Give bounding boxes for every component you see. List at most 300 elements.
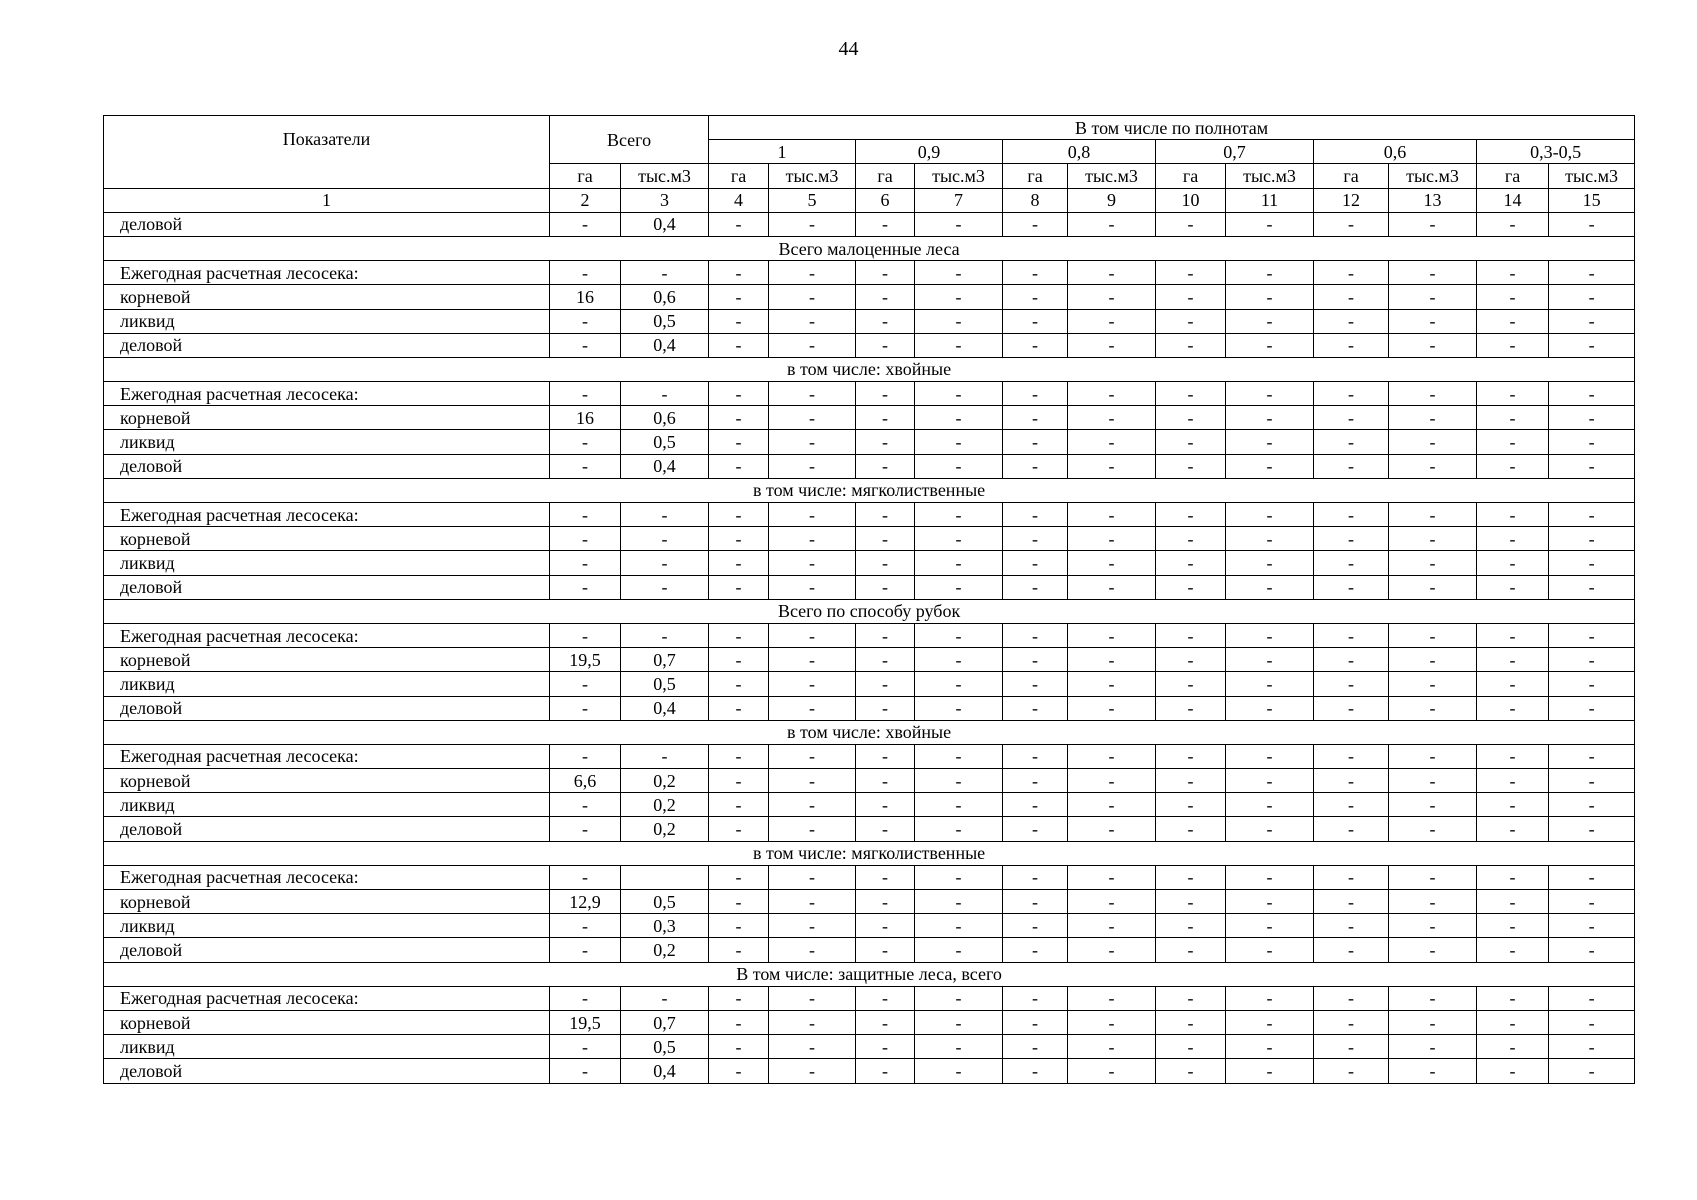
table-cell: - — [1389, 503, 1477, 527]
table-cell: - — [1156, 865, 1226, 889]
table-cell: - — [709, 938, 769, 962]
table-cell: 19,5 — [550, 1010, 621, 1034]
table-cell: - — [1477, 817, 1549, 841]
header-unit-vol: тыс.м3 — [1549, 164, 1635, 188]
table-cell: - — [1156, 914, 1226, 938]
table-cell: - — [856, 1010, 915, 1034]
table-cell: - — [1549, 1010, 1635, 1034]
table-cell: - — [856, 430, 915, 454]
row-label: Ежегодная расчетная лесосека: — [104, 382, 550, 406]
table-cell: - — [1226, 769, 1314, 793]
table-cell: - — [856, 938, 915, 962]
table-cell: - — [1003, 212, 1068, 236]
table-row — [104, 890, 1635, 914]
table-row — [104, 817, 1635, 841]
table-cell: - — [856, 406, 915, 430]
table-cell: - — [621, 744, 709, 768]
table-cell: - — [1389, 914, 1477, 938]
table-cell: - — [1549, 430, 1635, 454]
table-cell: - — [1314, 1035, 1389, 1059]
table-cell: - — [1156, 503, 1226, 527]
table-row — [104, 986, 1635, 1010]
table-cell: - — [915, 575, 1003, 599]
table-cell: - — [1389, 938, 1477, 962]
table-cell: - — [1003, 744, 1068, 768]
table-cell: - — [1549, 333, 1635, 357]
table-cell: - — [1226, 551, 1314, 575]
table-cell: - — [1068, 938, 1156, 962]
table-cell: - — [550, 817, 621, 841]
table-cell: - — [1477, 212, 1549, 236]
table-cell: - — [769, 623, 856, 647]
row-label: корневой — [104, 406, 550, 430]
table-cell: - — [1003, 696, 1068, 720]
table-cell: - — [1068, 648, 1156, 672]
table-row — [104, 527, 1635, 551]
table-cell: - — [915, 285, 1003, 309]
table-cell: - — [1068, 623, 1156, 647]
table-cell: - — [769, 382, 856, 406]
table-cell: - — [1314, 454, 1389, 478]
section-title: В том числе: защитные леса, всего — [104, 962, 1635, 986]
row-label: деловой — [104, 333, 550, 357]
table-cell: - — [1156, 938, 1226, 962]
table-cell: - — [856, 914, 915, 938]
table-cell: - — [915, 261, 1003, 285]
table-cell: - — [915, 551, 1003, 575]
table-cell: - — [1389, 744, 1477, 768]
table-cell: - — [709, 817, 769, 841]
table-cell: - — [1156, 430, 1226, 454]
row-label: Ежегодная расчетная лесосека: — [104, 623, 550, 647]
header-unit-vol: тыс.м3 — [1068, 164, 1156, 188]
table-row — [104, 430, 1635, 454]
table-cell: 0,2 — [621, 938, 709, 962]
section-title: в том числе: мягколиственные — [104, 478, 1635, 502]
table-row — [104, 623, 1635, 647]
table-cell: - — [1156, 333, 1226, 357]
table-cell: - — [1314, 890, 1389, 914]
table-cell: - — [709, 672, 769, 696]
table-cell: - — [1549, 261, 1635, 285]
table-cell: - — [856, 575, 915, 599]
table-cell: - — [709, 1010, 769, 1034]
table-cell: - — [1226, 793, 1314, 817]
table-cell: - — [769, 333, 856, 357]
table-cell: - — [1389, 623, 1477, 647]
table-cell: - — [709, 261, 769, 285]
table-cell: - — [1003, 623, 1068, 647]
section-row — [104, 236, 1635, 260]
table-cell: - — [1068, 454, 1156, 478]
table-cell: 0,6 — [621, 406, 709, 430]
table-cell: - — [1314, 817, 1389, 841]
row-label: Ежегодная расчетная лесосека: — [104, 865, 550, 889]
row-label: ликвид — [104, 672, 550, 696]
header-density: 0,6 — [1314, 140, 1477, 164]
table-row — [104, 309, 1635, 333]
header-unit-ha: га — [550, 164, 621, 188]
table-cell: - — [1314, 212, 1389, 236]
table-cell: - — [621, 551, 709, 575]
table-cell: - — [1549, 914, 1635, 938]
section-row — [104, 478, 1635, 502]
table-cell: - — [1003, 261, 1068, 285]
table-cell: - — [709, 406, 769, 430]
table-cell: - — [1156, 672, 1226, 696]
table-cell: - — [915, 212, 1003, 236]
table-cell: - — [1389, 672, 1477, 696]
table-cell: - — [1068, 986, 1156, 1010]
table-cell: - — [1068, 551, 1156, 575]
table-cell: - — [550, 744, 621, 768]
table-cell: - — [1068, 890, 1156, 914]
header-unit-ha: га — [1003, 164, 1068, 188]
table-cell: - — [1003, 527, 1068, 551]
table-cell: - — [769, 986, 856, 1010]
column-number: 7 — [915, 188, 1003, 212]
table-cell: - — [915, 406, 1003, 430]
table-row — [104, 696, 1635, 720]
table-cell: 0,7 — [621, 648, 709, 672]
header-total: Всего — [550, 116, 709, 164]
table-cell: - — [1314, 575, 1389, 599]
row-label: ликвид — [104, 914, 550, 938]
table-cell: - — [769, 1059, 856, 1083]
section-row — [104, 962, 1635, 986]
table-cell: - — [1477, 623, 1549, 647]
table-cell: - — [1477, 1010, 1549, 1034]
table-cell: - — [856, 382, 915, 406]
header-unit-ha: га — [1477, 164, 1549, 188]
table-cell: - — [1477, 648, 1549, 672]
table-cell: - — [1226, 744, 1314, 768]
table-cell: - — [915, 914, 1003, 938]
section-row — [104, 357, 1635, 381]
column-number: 2 — [550, 188, 621, 212]
table-row — [104, 212, 1635, 236]
table-cell: - — [1389, 648, 1477, 672]
header-density: 0,9 — [856, 140, 1003, 164]
table-row — [104, 333, 1635, 357]
table-cell: - — [1314, 938, 1389, 962]
table-cell: - — [1156, 1010, 1226, 1034]
table-cell: - — [856, 551, 915, 575]
table-cell: - — [769, 672, 856, 696]
table-cell: - — [769, 575, 856, 599]
table-cell: - — [1156, 309, 1226, 333]
row-label: ликвид — [104, 430, 550, 454]
table-cell: - — [1068, 914, 1156, 938]
table-cell: - — [1549, 817, 1635, 841]
table-cell: - — [915, 309, 1003, 333]
table-cell: - — [1226, 672, 1314, 696]
table-cell: - — [1156, 212, 1226, 236]
table-cell: - — [709, 333, 769, 357]
table-cell: - — [1389, 769, 1477, 793]
table-cell: - — [1156, 817, 1226, 841]
table-cell: - — [1003, 285, 1068, 309]
header-unit-vol: тыс.м3 — [1389, 164, 1477, 188]
table-cell: - — [1477, 793, 1549, 817]
table-cell: - — [915, 503, 1003, 527]
table-cell: - — [709, 575, 769, 599]
table-cell: - — [856, 285, 915, 309]
table-cell: - — [1226, 817, 1314, 841]
table-cell: - — [915, 1010, 1003, 1034]
table-cell: - — [621, 986, 709, 1010]
table-cell: - — [856, 817, 915, 841]
table-cell: - — [1068, 1035, 1156, 1059]
table-cell: - — [769, 696, 856, 720]
section-title: Всего по способу рубок — [104, 599, 1635, 623]
table-cell: - — [856, 793, 915, 817]
table-cell: 0,5 — [621, 1035, 709, 1059]
table-cell: - — [1549, 309, 1635, 333]
table-cell: - — [1314, 527, 1389, 551]
table-cell: - — [1549, 382, 1635, 406]
table-cell: - — [856, 212, 915, 236]
table-cell: - — [1226, 648, 1314, 672]
table-cell: - — [709, 212, 769, 236]
table-cell: - — [856, 454, 915, 478]
table-cell: - — [621, 261, 709, 285]
table-cell: - — [1156, 623, 1226, 647]
table-cell: - — [1156, 769, 1226, 793]
table-row — [104, 672, 1635, 696]
table-cell: - — [1226, 285, 1314, 309]
table-cell: - — [1226, 430, 1314, 454]
table-cell: - — [1003, 793, 1068, 817]
table-cell: - — [1068, 575, 1156, 599]
row-label: корневой — [104, 769, 550, 793]
table-cell: - — [1314, 430, 1389, 454]
table-row — [104, 503, 1635, 527]
table-row — [104, 575, 1635, 599]
header-density: 0,7 — [1156, 140, 1314, 164]
table-cell: - — [1068, 865, 1156, 889]
column-number: 11 — [1226, 188, 1314, 212]
table-cell: - — [856, 986, 915, 1010]
table-cell: - — [1226, 938, 1314, 962]
table-cell: - — [915, 744, 1003, 768]
table-cell: - — [1068, 430, 1156, 454]
table-row — [104, 793, 1635, 817]
table-cell: - — [1156, 744, 1226, 768]
table-cell: - — [1549, 672, 1635, 696]
table-cell: - — [621, 575, 709, 599]
column-number: 14 — [1477, 188, 1549, 212]
table-cell: - — [915, 454, 1003, 478]
table-cell: - — [1226, 1010, 1314, 1034]
table-cell: - — [550, 261, 621, 285]
table-cell: - — [1549, 503, 1635, 527]
row-label: Ежегодная расчетная лесосека: — [104, 744, 550, 768]
table-cell: 0,2 — [621, 769, 709, 793]
header-density: 0,8 — [1003, 140, 1156, 164]
table-cell: - — [1549, 938, 1635, 962]
table-cell: - — [1389, 285, 1477, 309]
header-row-column-numbers — [104, 188, 1635, 212]
table-cell: - — [709, 623, 769, 647]
table-row — [104, 382, 1635, 406]
table-cell: - — [1068, 382, 1156, 406]
table-cell: - — [1389, 575, 1477, 599]
table-cell: - — [915, 793, 1003, 817]
table-cell: - — [1314, 648, 1389, 672]
table-cell: - — [1068, 285, 1156, 309]
table-cell: - — [856, 890, 915, 914]
table-cell: - — [1003, 914, 1068, 938]
table-cell: - — [1389, 430, 1477, 454]
table-cell: - — [1156, 454, 1226, 478]
table-cell: - — [621, 623, 709, 647]
row-label: ликвид — [104, 551, 550, 575]
table-row — [104, 285, 1635, 309]
table-cell: - — [769, 793, 856, 817]
table-cell: - — [709, 382, 769, 406]
table-cell: - — [1226, 865, 1314, 889]
table-cell: - — [769, 817, 856, 841]
table-cell: - — [1226, 454, 1314, 478]
table-row — [104, 261, 1635, 285]
table-cell: - — [1314, 333, 1389, 357]
table-row — [104, 769, 1635, 793]
table-cell: - — [915, 938, 1003, 962]
header-unit-ha: га — [856, 164, 915, 188]
table-cell: - — [769, 1035, 856, 1059]
table-cell: - — [769, 309, 856, 333]
table-cell: - — [1549, 696, 1635, 720]
table-cell: - — [915, 527, 1003, 551]
table-cell: - — [709, 890, 769, 914]
table-cell: - — [1068, 527, 1156, 551]
table-cell: - — [1068, 406, 1156, 430]
table-cell: - — [550, 454, 621, 478]
table-cell: - — [1003, 575, 1068, 599]
table-cell: - — [1549, 551, 1635, 575]
table-cell: - — [1389, 551, 1477, 575]
table-cell: 0,4 — [621, 333, 709, 357]
table-cell: - — [709, 744, 769, 768]
table-cell: - — [1226, 914, 1314, 938]
table-row — [104, 1010, 1635, 1034]
table-cell: - — [621, 382, 709, 406]
row-label: корневой — [104, 648, 550, 672]
table-cell: - — [769, 527, 856, 551]
table-row — [104, 938, 1635, 962]
table-cell: - — [769, 769, 856, 793]
table-cell: - — [709, 1059, 769, 1083]
table-cell: - — [1314, 793, 1389, 817]
table-cell: - — [550, 382, 621, 406]
table-cell: - — [709, 696, 769, 720]
header-density: 0,3-0,5 — [1477, 140, 1635, 164]
table-cell: - — [1226, 696, 1314, 720]
table-cell: 0,4 — [621, 1059, 709, 1083]
table-cell: - — [915, 890, 1003, 914]
table-cell: - — [915, 672, 1003, 696]
table-cell: - — [550, 212, 621, 236]
table-cell: - — [769, 212, 856, 236]
table-cell: 19,5 — [550, 648, 621, 672]
table-cell: - — [1477, 672, 1549, 696]
table-cell: - — [1389, 1010, 1477, 1034]
table-cell: - — [1314, 1059, 1389, 1083]
table-cell: - — [915, 696, 1003, 720]
table-cell: - — [769, 648, 856, 672]
page-number: 44 — [838, 38, 859, 60]
table-cell: - — [709, 648, 769, 672]
table-cell: - — [1389, 986, 1477, 1010]
header-indicators: Показатели — [104, 116, 550, 189]
column-number: 15 — [1549, 188, 1635, 212]
table-cell: - — [709, 527, 769, 551]
table-cell: - — [1389, 696, 1477, 720]
table-cell: - — [550, 696, 621, 720]
table-cell: - — [1003, 648, 1068, 672]
column-number: 1 — [104, 188, 550, 212]
table-cell: - — [550, 430, 621, 454]
table-cell: - — [856, 309, 915, 333]
section-title: в том числе: мягколиственные — [104, 841, 1635, 865]
table-row — [104, 1035, 1635, 1059]
row-label: ликвид — [104, 1035, 550, 1059]
column-number: 12 — [1314, 188, 1389, 212]
table-cell: - — [550, 551, 621, 575]
table-cell: - — [709, 769, 769, 793]
table-cell: - — [1156, 382, 1226, 406]
table-cell: - — [550, 672, 621, 696]
table-cell: - — [1477, 309, 1549, 333]
column-number: 3 — [621, 188, 709, 212]
header-unit-ha: га — [1156, 164, 1226, 188]
column-number: 13 — [1389, 188, 1477, 212]
table-cell: - — [1314, 1010, 1389, 1034]
table-cell: - — [856, 1035, 915, 1059]
table-cell: - — [1068, 1059, 1156, 1083]
table-cell: - — [1226, 1035, 1314, 1059]
table-cell: - — [915, 333, 1003, 357]
table-cell: - — [915, 430, 1003, 454]
table-cell: - — [1226, 986, 1314, 1010]
table-cell: - — [709, 986, 769, 1010]
table-cell: - — [550, 333, 621, 357]
table-cell: - — [1389, 261, 1477, 285]
section-row — [104, 720, 1635, 744]
table-cell: - — [1477, 938, 1549, 962]
table-cell: - — [856, 261, 915, 285]
table-cell — [621, 865, 709, 889]
table-cell: - — [1314, 382, 1389, 406]
table-cell: - — [915, 817, 1003, 841]
table-cell: - — [1003, 817, 1068, 841]
table-cell: - — [550, 527, 621, 551]
table-cell: - — [1549, 406, 1635, 430]
table-cell: - — [621, 503, 709, 527]
table-cell: - — [1068, 696, 1156, 720]
table-cell: - — [1477, 503, 1549, 527]
table-cell: - — [550, 865, 621, 889]
table-cell: - — [1389, 527, 1477, 551]
table-cell: - — [1226, 212, 1314, 236]
row-label: Ежегодная расчетная лесосека: — [104, 503, 550, 527]
table-cell: - — [1389, 309, 1477, 333]
table-cell: - — [550, 503, 621, 527]
section-title: в том числе: хвойные — [104, 720, 1635, 744]
table-cell: - — [1314, 406, 1389, 430]
table-cell: - — [769, 865, 856, 889]
